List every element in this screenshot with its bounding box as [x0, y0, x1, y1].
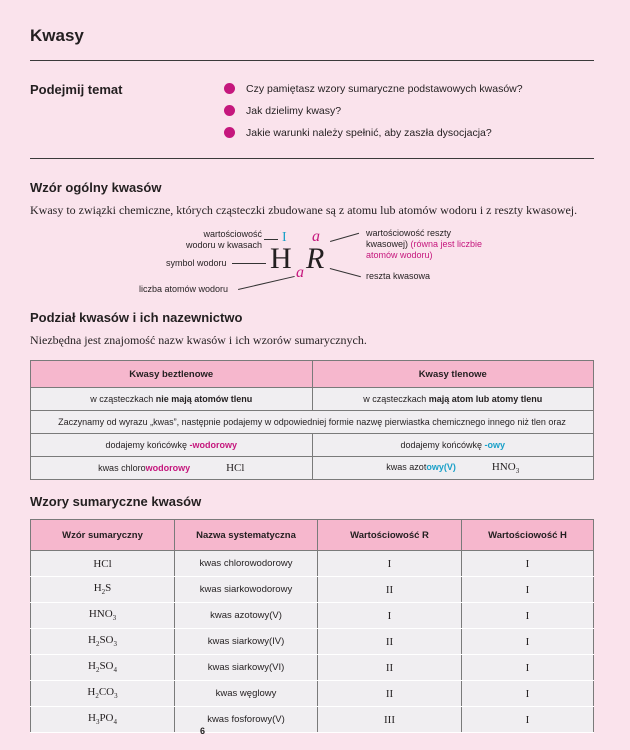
table-header: Wartościowość H	[462, 520, 594, 551]
formula-roman-valence: I	[282, 230, 287, 245]
label-symbol-h: symbol wodoru	[166, 258, 227, 268]
table-header: Wzór sumaryczny	[31, 520, 175, 551]
pointer-line	[264, 239, 278, 240]
pointer-line	[330, 268, 361, 277]
intro-list	[224, 80, 523, 146]
divider	[30, 158, 594, 159]
table-cell: dodajemy końcówkę -wodorowy	[31, 434, 313, 457]
formulas-table	[30, 519, 594, 733]
table-row	[31, 629, 594, 655]
table-row	[31, 434, 594, 457]
table-header: Wartościowość R	[318, 520, 462, 551]
valence-r-cell: I	[318, 551, 462, 577]
page-number: 6	[200, 726, 206, 736]
valence-h-cell: I	[462, 551, 594, 577]
table-cell: kwas chlorowodorowy HCl	[31, 457, 313, 480]
name-cell: kwas węglowy	[175, 681, 318, 707]
table-row	[31, 603, 594, 629]
formula-r: R	[306, 242, 325, 275]
label-count-h: liczba atomów wodoru	[139, 284, 229, 294]
name-cell: kwas chlorowodorowy	[175, 551, 318, 577]
list-item: Jak dzielimy kwasy?	[224, 102, 523, 124]
list-item: Jakie warunki należy spełnić, aby zaszła dysocjacja?	[224, 124, 523, 146]
bullet-icon	[224, 83, 235, 94]
formula-cell: $H_3PO_4$	[31, 707, 175, 733]
pointer-line	[330, 233, 359, 242]
name-cell: kwas siarkowy(VI)	[175, 655, 318, 681]
name-cell: kwas siarkowy(IV)	[175, 629, 318, 655]
label-valence-r: wartościowość reszty kwasowej) (równa jest liczbie atomów wodoru)	[366, 228, 483, 260]
table-cell: Zaczynamy od wyrazu „kwas”, następnie podajemy w odpowiedniej formie nazwę pierwiastka chemicznego innego niż tlen oraz	[31, 411, 594, 434]
valence-h-cell: I	[462, 629, 594, 655]
division-table	[30, 360, 594, 480]
formula-h: H	[270, 242, 292, 275]
formula-cell: $H_2SO_3$	[31, 629, 175, 655]
valence-r-cell: II	[318, 681, 462, 707]
formula-cell: $H_2S$	[31, 577, 175, 603]
table-header: Kwasy beztlenowe	[31, 361, 313, 388]
table-row	[31, 361, 594, 388]
divider	[30, 60, 594, 61]
table-row	[31, 457, 594, 480]
formula-cell: $H_2SO_4$	[31, 655, 175, 681]
name-cell: kwas fosforowy(V)	[175, 707, 318, 733]
formula-cell: HCl	[31, 551, 175, 577]
bullet-icon	[224, 127, 235, 138]
label-valence-h: wartościowość wodoru w kwasach	[185, 229, 262, 250]
valence-r-cell: II	[318, 655, 462, 681]
table-row	[31, 681, 594, 707]
list-item: Czy pamiętasz wzory sumaryczne podstawowych kwasów?	[224, 80, 523, 102]
table-row	[31, 388, 594, 411]
formula-heading: Wzór ogólny kwasów	[30, 180, 162, 195]
bullet-icon	[224, 105, 235, 116]
table-row	[31, 520, 594, 551]
formula-description: Kwasy to związki chemiczne, których cząsteczki zbudowane są z atomu lub atomów wodoru i z reszty kwasowej.	[30, 203, 578, 217]
formulas-heading: Wzory sumaryczne kwasów	[30, 494, 202, 509]
valence-h-cell: I	[462, 655, 594, 681]
valence-h-cell: I	[462, 707, 594, 733]
table-row	[31, 655, 594, 681]
table-cell: w cząsteczkach mają atom lub atomy tlenu	[312, 388, 594, 411]
valence-h-cell: I	[462, 577, 594, 603]
formula-a-top: a	[312, 228, 320, 245]
division-heading: Podział kwasów i ich nazewnictwo	[30, 310, 243, 325]
table-cell: dodajemy końcówkę -owy	[312, 434, 594, 457]
name-cell: kwas siarkowodorowy	[175, 577, 318, 603]
table-cell: kwas azotowy(V) $HNO_3$	[312, 457, 594, 480]
table-row	[31, 551, 594, 577]
valence-r-cell: III	[318, 707, 462, 733]
valence-r-cell: I	[318, 603, 462, 629]
table-row	[31, 411, 594, 434]
page-title: Kwasy	[30, 26, 84, 45]
table-cell: w cząsteczkach nie mają atomów tlenu	[31, 388, 313, 411]
table-header: Nazwa systematyczna	[175, 520, 318, 551]
table-header: Kwasy tlenowe	[312, 361, 594, 388]
table-row	[31, 707, 594, 733]
formula-a-sub: a	[296, 264, 304, 281]
formula-cell: $H_2CO_3$	[31, 681, 175, 707]
table-row	[31, 577, 594, 603]
pointer-line	[232, 263, 266, 264]
name-cell: kwas azotowy(V)	[175, 603, 318, 629]
valence-h-cell: I	[462, 681, 594, 707]
valence-r-cell: II	[318, 577, 462, 603]
pointer-line	[238, 276, 295, 290]
formula-cell: $HNO_3$	[31, 603, 175, 629]
valence-h-cell: I	[462, 603, 594, 629]
valence-r-cell: II	[318, 629, 462, 655]
division-description: Niezbędna jest znajomość nazw kwasów i ich wzorów sumarycznych.	[30, 333, 367, 347]
label-residue: reszta kwasowa	[366, 271, 431, 281]
intro-heading: Podejmij temat	[30, 82, 123, 97]
